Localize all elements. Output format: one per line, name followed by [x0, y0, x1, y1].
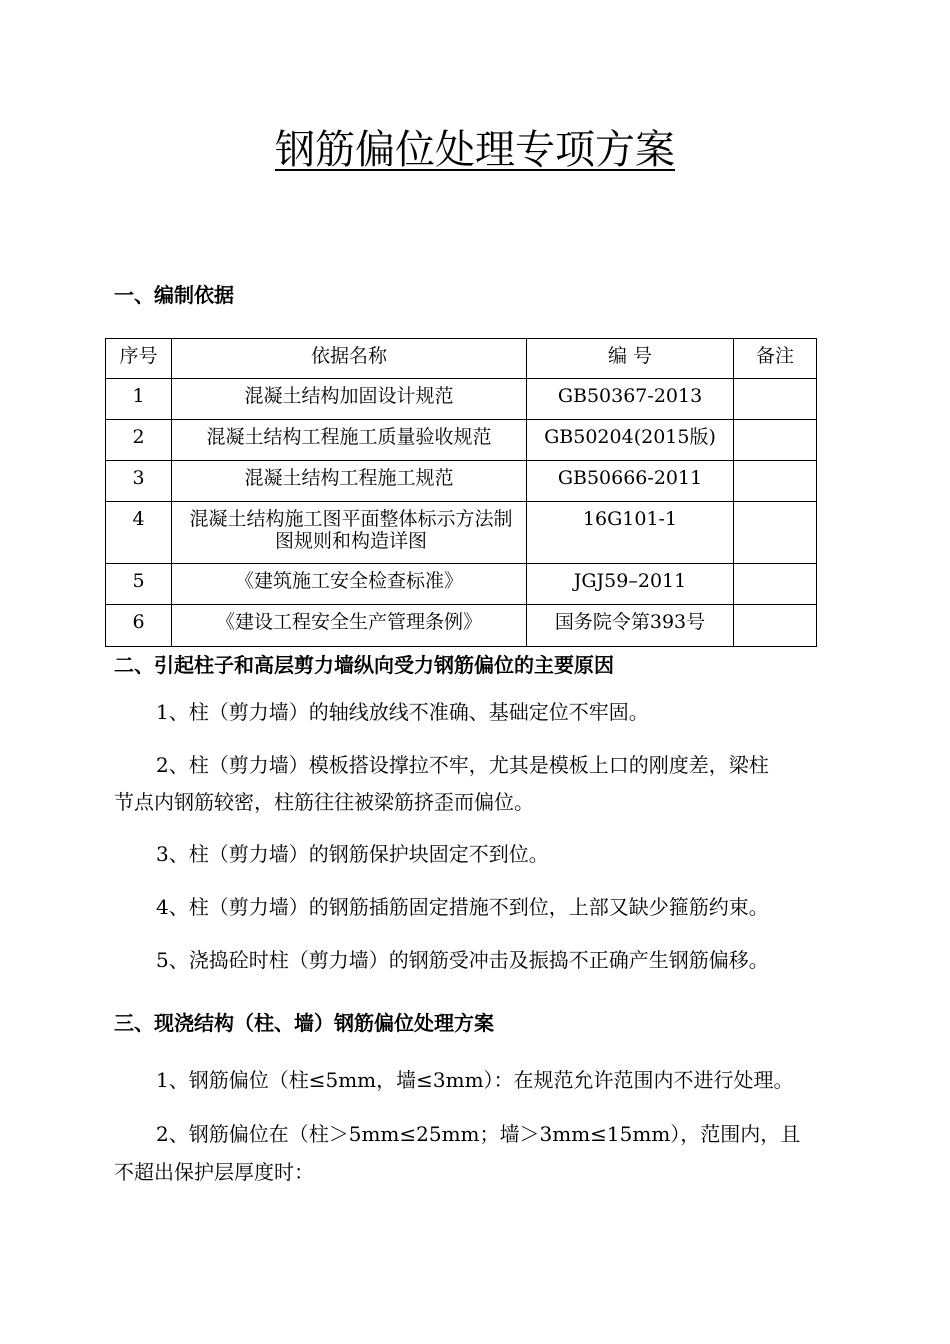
table-row: [106, 420, 817, 461]
document-title-text: 钢筋偏位处理专项方案: [275, 127, 675, 173]
cell-name: 混凝土结构工程施工规范: [172, 461, 527, 502]
cell-note: [734, 502, 817, 564]
header-no: 序号: [106, 339, 172, 379]
header-name: 依据名称: [172, 339, 527, 379]
cell-name: 混凝土结构工程施工质量验收规范: [172, 420, 527, 461]
basis-table: [105, 338, 817, 647]
table-row: [106, 502, 817, 564]
cell-no: 5: [106, 564, 172, 605]
header-code: 编 号: [527, 339, 734, 379]
cell-note: [734, 461, 817, 502]
cell-note: [734, 564, 817, 605]
table-header-row: [106, 339, 817, 379]
table-row: [106, 564, 817, 605]
paragraph: 5、浇捣砼时柱（剪力墙）的钢筋受冲击及振捣不正确产生钢筋偏移。: [156, 948, 769, 972]
cell-no: 2: [106, 420, 172, 461]
section-heading-solution: 三、现浇结构（柱、墙）钢筋偏位处理方案: [114, 1011, 494, 1035]
cell-code: GB50666-2011: [527, 461, 734, 502]
cell-name: 混凝土结构施工图平面整体标示方法制图规则和构造详图: [172, 502, 527, 564]
cell-code: 国务院令第393号: [527, 605, 734, 647]
section-heading-basis: 一、编制依据: [114, 283, 234, 307]
paragraph: 1、柱（剪力墙）的轴线放线不准确、基础定位不牢固。: [156, 700, 649, 724]
cell-note: [734, 420, 817, 461]
cell-code: JGJ59–2011: [527, 564, 734, 605]
paragraph-continuation: 不超出保护层厚度时：: [114, 1160, 314, 1184]
paragraph: 1、钢筋偏位（柱≤5mm，墙≤3mm）：在规范允许范围内不进行处理。: [156, 1068, 794, 1092]
cell-no: 4: [106, 502, 172, 564]
table-row: [106, 461, 817, 502]
table-row: [106, 379, 817, 420]
paragraph: 3、柱（剪力墙）的钢筋保护块固定不到位。: [156, 842, 549, 866]
section-heading-causes: 二、引起柱子和高层剪力墙纵向受力钢筋偏位的主要原因: [114, 653, 614, 677]
cell-name: 《建设工程安全生产管理条例》: [172, 605, 527, 647]
cell-name: 混凝土结构加固设计规范: [172, 379, 527, 420]
cell-note: [734, 605, 817, 647]
paragraph: 2、钢筋偏位在（柱＞5mm≤25mm；墙＞3mm≤15mm），范围内，且: [156, 1122, 801, 1146]
cell-code: GB50204(2015版): [527, 420, 734, 461]
paragraph: 4、柱（剪力墙）的钢筋插筋固定措施不到位，上部又缺少箍筋约束。: [156, 895, 769, 919]
cell-code: 16G101-1: [527, 502, 734, 564]
paragraph: 2、柱（剪力墙）模板搭设撑拉不牢，尤其是模板上口的刚度差，梁柱: [156, 753, 769, 777]
cell-note: [734, 379, 817, 420]
cell-no: 3: [106, 461, 172, 502]
document-title: [0, 120, 950, 180]
cell-no: 6: [106, 605, 172, 647]
paragraph-continuation: 节点内钢筋较密，柱筋往往被梁筋挤歪而偏位。: [114, 790, 534, 814]
header-note: 备注: [734, 339, 817, 379]
cell-name: 《建筑施工安全检查标准》: [172, 564, 527, 605]
table-row: [106, 605, 817, 647]
cell-code: GB50367-2013: [527, 379, 734, 420]
cell-no: 1: [106, 379, 172, 420]
